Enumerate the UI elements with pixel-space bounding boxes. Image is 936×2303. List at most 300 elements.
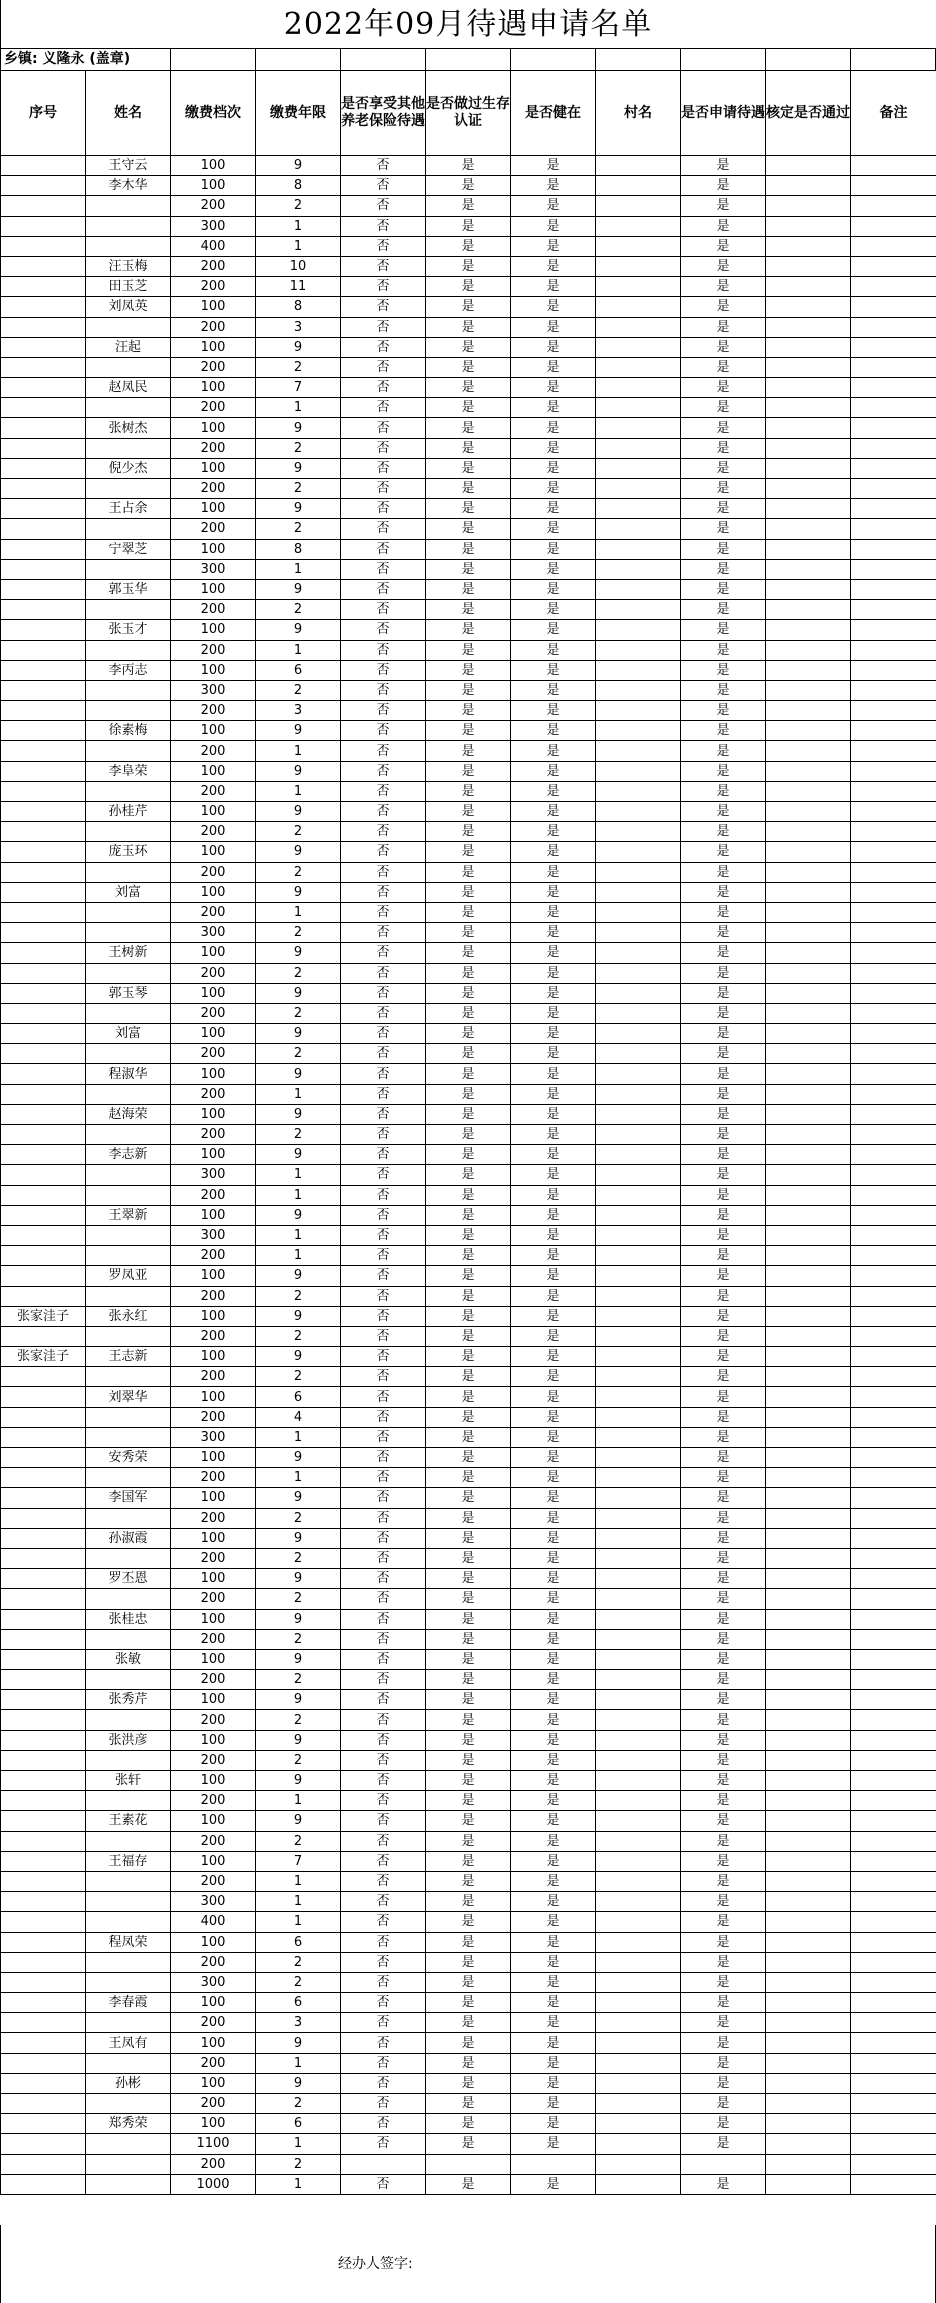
cell-seq xyxy=(1,1569,86,1589)
cell-remarks xyxy=(851,2013,936,2033)
cell-other-pension: 否 xyxy=(341,1670,426,1690)
cell-name xyxy=(86,1427,171,1447)
cell-remarks xyxy=(851,1892,936,1912)
cell-other-pension: 否 xyxy=(341,1084,426,1104)
cell-survival-check: 是 xyxy=(426,519,511,539)
cell-approved xyxy=(766,1629,851,1649)
table-row xyxy=(1,1205,936,1225)
cell-survival-check: 是 xyxy=(426,1831,511,1851)
cell-name xyxy=(86,701,171,721)
cell-village xyxy=(596,1690,681,1710)
table-row xyxy=(1,398,936,418)
cell-survival-check: 是 xyxy=(426,337,511,357)
cell-fee-level: 200 xyxy=(171,1629,256,1649)
cell-village xyxy=(596,2033,681,2053)
cell-alive: 是 xyxy=(511,2013,596,2033)
cell-remarks xyxy=(851,458,936,478)
cell-fee-level: 100 xyxy=(171,176,256,196)
cell-other-pension: 否 xyxy=(341,378,426,398)
table-row xyxy=(1,1670,936,1690)
cell-applied xyxy=(681,2154,766,2174)
cell-other-pension: 否 xyxy=(341,1629,426,1649)
cell-remarks xyxy=(851,1185,936,1205)
cell-approved xyxy=(766,660,851,680)
cell-alive: 是 xyxy=(511,1145,596,1165)
cell-applied: 是 xyxy=(681,2094,766,2114)
cell-applied: 是 xyxy=(681,1003,766,1023)
cell-other-pension: 否 xyxy=(341,1488,426,1508)
cell-fee-years: 9 xyxy=(256,156,341,176)
cell-fee-years: 1 xyxy=(256,781,341,801)
cell-fee-years: 9 xyxy=(256,1064,341,1084)
cell-name xyxy=(86,2154,171,2174)
cell-fee-level: 100 xyxy=(171,1104,256,1124)
cell-survival-check: 是 xyxy=(426,1972,511,1992)
cell-village xyxy=(596,1306,681,1326)
cell-survival-check: 是 xyxy=(426,902,511,922)
cell-survival-check: 是 xyxy=(426,216,511,236)
cell-approved xyxy=(766,539,851,559)
cell-survival-check: 是 xyxy=(426,357,511,377)
cell-survival-check: 是 xyxy=(426,640,511,660)
table-row xyxy=(1,761,936,781)
cell-approved xyxy=(766,1488,851,1508)
cell-village xyxy=(596,256,681,276)
cell-seq xyxy=(1,1266,86,1286)
cell-village xyxy=(596,1508,681,1528)
cell-village xyxy=(596,1427,681,1447)
cell-applied: 是 xyxy=(681,1508,766,1528)
cell-name: 张玉才 xyxy=(86,620,171,640)
cell-fee-years: 9 xyxy=(256,1266,341,1286)
cell-fee-level: 100 xyxy=(171,1266,256,1286)
cell-other-pension: 否 xyxy=(341,1548,426,1568)
table-row xyxy=(1,1286,936,1306)
cell-other-pension: 否 xyxy=(341,398,426,418)
cell-village xyxy=(596,2134,681,2154)
cell-alive: 是 xyxy=(511,1387,596,1407)
cell-approved xyxy=(766,479,851,499)
table-row xyxy=(1,1064,936,1084)
cell-fee-level: 200 xyxy=(171,741,256,761)
cell-survival-check: 是 xyxy=(426,1811,511,1831)
cell-seq xyxy=(1,1629,86,1649)
cell-fee-level: 200 xyxy=(171,701,256,721)
cell-fee-level: 100 xyxy=(171,1771,256,1791)
cell-approved xyxy=(766,1448,851,1468)
cell-survival-check: 是 xyxy=(426,277,511,297)
cell-applied: 是 xyxy=(681,378,766,398)
cell-fee-years: 8 xyxy=(256,176,341,196)
cell-village xyxy=(596,357,681,377)
cell-approved xyxy=(766,1892,851,1912)
cell-fee-level: 100 xyxy=(171,1993,256,2013)
cell-fee-years: 2 xyxy=(256,438,341,458)
cell-applied: 是 xyxy=(681,1044,766,1064)
cell-seq xyxy=(1,660,86,680)
cell-name xyxy=(86,741,171,761)
cell-village xyxy=(596,923,681,943)
cell-name: 孙彬 xyxy=(86,2073,171,2093)
cell-fee-years: 9 xyxy=(256,1104,341,1124)
cell-survival-check: 是 xyxy=(426,1003,511,1023)
cell-alive: 是 xyxy=(511,963,596,983)
cell-other-pension: 否 xyxy=(341,1750,426,1770)
cell-other-pension: 否 xyxy=(341,1831,426,1851)
cell-approved xyxy=(766,1367,851,1387)
cell-survival-check: 是 xyxy=(426,256,511,276)
cell-fee-level: 100 xyxy=(171,1609,256,1629)
cell-fee-years: 1 xyxy=(256,1791,341,1811)
cell-fee-level: 200 xyxy=(171,600,256,620)
cell-village xyxy=(596,963,681,983)
cell-village xyxy=(596,398,681,418)
cell-applied: 是 xyxy=(681,1912,766,1932)
cell-village xyxy=(596,1246,681,1266)
cell-fee-level: 100 xyxy=(171,1306,256,1326)
cell-seq xyxy=(1,1407,86,1427)
cell-other-pension: 否 xyxy=(341,1024,426,1044)
cell-approved xyxy=(766,1508,851,1528)
cell-village xyxy=(596,1125,681,1145)
cell-village xyxy=(596,1791,681,1811)
cell-remarks xyxy=(851,479,936,499)
cell-survival-check: 是 xyxy=(426,1871,511,1891)
table-row xyxy=(1,1165,936,1185)
cell-remarks xyxy=(851,1528,936,1548)
cell-remarks xyxy=(851,1084,936,1104)
cell-name: 王翠新 xyxy=(86,1205,171,1225)
cell-approved xyxy=(766,458,851,478)
cell-approved xyxy=(766,438,851,458)
cell-survival-check: 是 xyxy=(426,1690,511,1710)
cell-fee-level: 200 xyxy=(171,1407,256,1427)
cell-remarks xyxy=(851,600,936,620)
cell-approved xyxy=(766,1427,851,1447)
cell-fee-years: 2 xyxy=(256,1367,341,1387)
cell-alive: 是 xyxy=(511,1629,596,1649)
cell-survival-check: 是 xyxy=(426,1185,511,1205)
cell-alive: 是 xyxy=(511,1952,596,1972)
cell-applied: 是 xyxy=(681,781,766,801)
table-row xyxy=(1,1892,936,1912)
cell-alive: 是 xyxy=(511,196,596,216)
cell-approved xyxy=(766,256,851,276)
cell-approved xyxy=(766,781,851,801)
cell-alive: 是 xyxy=(511,1286,596,1306)
cell-name: 王凤有 xyxy=(86,2033,171,2053)
table-row xyxy=(1,236,936,256)
cell-name xyxy=(86,559,171,579)
cell-fee-years: 6 xyxy=(256,1387,341,1407)
cell-seq xyxy=(1,2134,86,2154)
cell-fee-years: 2 xyxy=(256,1508,341,1528)
cell-remarks xyxy=(851,156,936,176)
cell-fee-level: 200 xyxy=(171,398,256,418)
table-row xyxy=(1,1528,936,1548)
cell-remarks xyxy=(851,1064,936,1084)
cell-seq xyxy=(1,378,86,398)
cell-remarks xyxy=(851,1488,936,1508)
cell-fee-level: 100 xyxy=(171,1145,256,1165)
cell-alive: 是 xyxy=(511,1912,596,1932)
cell-village xyxy=(596,196,681,216)
cell-other-pension: 否 xyxy=(341,1387,426,1407)
cell-village xyxy=(596,156,681,176)
cell-village xyxy=(596,1347,681,1367)
cell-other-pension: 否 xyxy=(341,1528,426,1548)
table-row xyxy=(1,1387,936,1407)
cell-other-pension: 否 xyxy=(341,2134,426,2154)
cell-other-pension: 否 xyxy=(341,963,426,983)
cell-name xyxy=(86,640,171,660)
cell-name xyxy=(86,1044,171,1064)
cell-fee-level: 100 xyxy=(171,1932,256,1952)
table-row xyxy=(1,2053,936,2073)
cell-name: 李丙志 xyxy=(86,660,171,680)
cell-approved xyxy=(766,2134,851,2154)
cell-name: 郭玉琴 xyxy=(86,983,171,1003)
cell-applied: 是 xyxy=(681,297,766,317)
cell-alive: 是 xyxy=(511,1266,596,1286)
cell-approved xyxy=(766,1609,851,1629)
cell-remarks xyxy=(851,741,936,761)
cell-alive: 是 xyxy=(511,1003,596,1023)
cell-fee-level: 200 xyxy=(171,256,256,276)
cell-remarks xyxy=(851,438,936,458)
cell-seq xyxy=(1,539,86,559)
cell-survival-check: 是 xyxy=(426,802,511,822)
cell-approved xyxy=(766,600,851,620)
cell-alive: 是 xyxy=(511,297,596,317)
table-row xyxy=(1,1629,936,1649)
cell-name xyxy=(86,902,171,922)
cell-alive: 是 xyxy=(511,741,596,761)
cell-fee-years: 1 xyxy=(256,398,341,418)
cell-village xyxy=(596,1851,681,1871)
cell-village xyxy=(596,1185,681,1205)
table-row xyxy=(1,1407,936,1427)
table-row xyxy=(1,862,936,882)
table-row xyxy=(1,2134,936,2154)
cell-name xyxy=(86,2013,171,2033)
cell-applied: 是 xyxy=(681,1104,766,1124)
cell-approved xyxy=(766,196,851,216)
cell-approved xyxy=(766,1912,851,1932)
cell-seq xyxy=(1,1488,86,1508)
cell-seq xyxy=(1,1609,86,1629)
cell-fee-years: 2 xyxy=(256,1003,341,1023)
cell-applied: 是 xyxy=(681,418,766,438)
cell-village xyxy=(596,1044,681,1064)
cell-applied: 是 xyxy=(681,277,766,297)
cell-other-pension: 否 xyxy=(341,1871,426,1891)
table-row xyxy=(1,1932,936,1952)
cell-fee-years: 9 xyxy=(256,499,341,519)
cell-survival-check: 是 xyxy=(426,1730,511,1750)
cell-approved xyxy=(766,1468,851,1488)
cell-fee-level: 400 xyxy=(171,236,256,256)
cell-village xyxy=(596,1811,681,1831)
cell-fee-level: 200 xyxy=(171,1003,256,1023)
cell-village xyxy=(596,842,681,862)
cell-seq xyxy=(1,357,86,377)
cell-fee-years: 2 xyxy=(256,1952,341,1972)
cell-seq xyxy=(1,317,86,337)
cell-village xyxy=(596,438,681,458)
cell-approved xyxy=(766,1165,851,1185)
cell-fee-years: 4 xyxy=(256,1407,341,1427)
cell-survival-check: 是 xyxy=(426,1347,511,1367)
cell-village xyxy=(596,1225,681,1245)
cell-name: 李国军 xyxy=(86,1488,171,1508)
cell-fee-years: 2 xyxy=(256,1831,341,1851)
cell-remarks xyxy=(851,640,936,660)
cell-seq xyxy=(1,2094,86,2114)
cell-other-pension: 否 xyxy=(341,1064,426,1084)
cell-other-pension: 否 xyxy=(341,337,426,357)
cell-fee-level: 100 xyxy=(171,1649,256,1669)
cell-other-pension: 否 xyxy=(341,2053,426,2073)
cell-applied: 是 xyxy=(681,1246,766,1266)
cell-fee-level: 100 xyxy=(171,1064,256,1084)
cell-applied: 是 xyxy=(681,1670,766,1690)
cell-approved xyxy=(766,680,851,700)
cell-survival-check: 是 xyxy=(426,1266,511,1286)
cell-applied: 是 xyxy=(681,1730,766,1750)
cell-village xyxy=(596,1468,681,1488)
cell-fee-years: 1 xyxy=(256,559,341,579)
cell-alive: 是 xyxy=(511,882,596,902)
table-row xyxy=(1,479,936,499)
cell-survival-check: 是 xyxy=(426,1589,511,1609)
cell-remarks xyxy=(851,1649,936,1669)
cell-name xyxy=(86,519,171,539)
cell-village xyxy=(596,519,681,539)
cell-approved xyxy=(766,156,851,176)
cell-survival-check: 是 xyxy=(426,1670,511,1690)
cell-seq: 张家洼子 xyxy=(1,1347,86,1367)
cell-seq xyxy=(1,1104,86,1124)
cell-other-pension: 否 xyxy=(341,1609,426,1629)
cell-fee-years: 1 xyxy=(256,1912,341,1932)
cell-fee-level: 100 xyxy=(171,882,256,902)
cell-applied: 是 xyxy=(681,963,766,983)
cell-alive: 是 xyxy=(511,1811,596,1831)
cell-fee-level: 200 xyxy=(171,1367,256,1387)
cell-name: 田玉芝 xyxy=(86,277,171,297)
cell-approved xyxy=(766,1104,851,1124)
table-row xyxy=(1,660,936,680)
cell-approved xyxy=(766,1084,851,1104)
cell-village xyxy=(596,378,681,398)
cell-fee-years: 2 xyxy=(256,862,341,882)
cell-survival-check: 是 xyxy=(426,1246,511,1266)
cell-remarks xyxy=(851,761,936,781)
cell-fee-level: 300 xyxy=(171,216,256,236)
cell-village xyxy=(596,176,681,196)
table-row xyxy=(1,1448,936,1468)
cell-seq xyxy=(1,1387,86,1407)
cell-seq xyxy=(1,398,86,418)
cell-seq xyxy=(1,1871,86,1891)
cell-approved xyxy=(766,2174,851,2194)
table-row xyxy=(1,781,936,801)
cell-survival-check: 是 xyxy=(426,1993,511,2013)
cell-other-pension: 否 xyxy=(341,741,426,761)
cell-remarks xyxy=(851,1024,936,1044)
cell-applied: 是 xyxy=(681,1185,766,1205)
cell-seq xyxy=(1,1528,86,1548)
cell-fee-level: 100 xyxy=(171,842,256,862)
cell-seq xyxy=(1,1448,86,1468)
cell-name xyxy=(86,1407,171,1427)
cell-other-pension: 否 xyxy=(341,1569,426,1589)
cell-approved xyxy=(766,176,851,196)
table-row xyxy=(1,196,936,216)
cell-name: 宁翠芝 xyxy=(86,539,171,559)
cell-survival-check: 是 xyxy=(426,1286,511,1306)
cell-fee-level: 200 xyxy=(171,862,256,882)
cell-other-pension: 否 xyxy=(341,1811,426,1831)
cell-fee-level: 200 xyxy=(171,2154,256,2174)
cell-survival-check: 是 xyxy=(426,862,511,882)
cell-seq xyxy=(1,822,86,842)
cell-fee-level: 100 xyxy=(171,2033,256,2053)
cell-applied: 是 xyxy=(681,1771,766,1791)
cell-alive: 是 xyxy=(511,1589,596,1609)
table-row xyxy=(1,600,936,620)
cell-name: 张树杰 xyxy=(86,418,171,438)
cell-applied: 是 xyxy=(681,1811,766,1831)
cell-alive: 是 xyxy=(511,1306,596,1326)
cell-applied: 是 xyxy=(681,1871,766,1891)
cell-fee-level: 1000 xyxy=(171,2174,256,2194)
cell-survival-check: 是 xyxy=(426,1427,511,1447)
cell-village xyxy=(596,216,681,236)
cell-remarks xyxy=(851,398,936,418)
cell-remarks xyxy=(851,963,936,983)
cell-fee-level: 100 xyxy=(171,1024,256,1044)
cell-remarks xyxy=(851,1791,936,1811)
cell-applied: 是 xyxy=(681,1306,766,1326)
cell-fee-level: 200 xyxy=(171,2013,256,2033)
cell-village xyxy=(596,1145,681,1165)
cell-seq xyxy=(1,761,86,781)
cell-other-pension: 否 xyxy=(341,1347,426,1367)
cell-alive: 是 xyxy=(511,398,596,418)
cell-survival-check: 是 xyxy=(426,1569,511,1589)
header-fee-years: 缴费年限 xyxy=(256,71,341,156)
table-row xyxy=(1,499,936,519)
cell-name: 李志新 xyxy=(86,1145,171,1165)
table-row xyxy=(1,1831,936,1851)
cell-other-pension: 否 xyxy=(341,1125,426,1145)
cell-other-pension: 否 xyxy=(341,1246,426,1266)
cell-seq xyxy=(1,1952,86,1972)
cell-alive: 是 xyxy=(511,1548,596,1568)
cell-survival-check: 是 xyxy=(426,1205,511,1225)
cell-approved xyxy=(766,761,851,781)
cell-other-pension: 否 xyxy=(341,620,426,640)
cell-alive: 是 xyxy=(511,1084,596,1104)
cell-applied: 是 xyxy=(681,1448,766,1468)
cell-name xyxy=(86,1912,171,1932)
table-row xyxy=(1,1488,936,1508)
cell-seq xyxy=(1,1003,86,1023)
cell-other-pension: 否 xyxy=(341,1912,426,1932)
cell-fee-years: 9 xyxy=(256,337,341,357)
